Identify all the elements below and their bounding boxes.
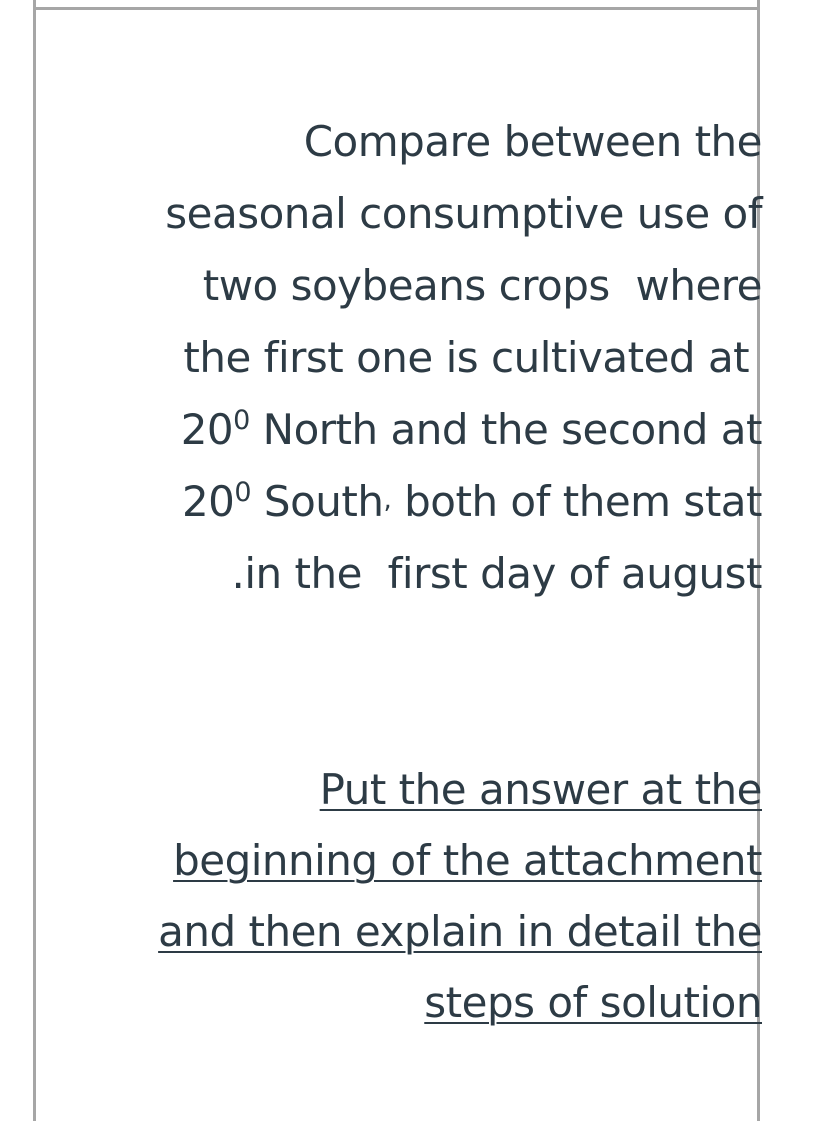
instruction-line-2: beginning of the attachment (173, 836, 762, 885)
latitude-south-value: 20 (181, 477, 235, 526)
instruction-text (142, 754, 762, 1038)
latitude-north-value: 20 (180, 405, 234, 454)
question-line-1: Compare between the (303, 117, 762, 166)
instruction-line-4: steps of solution (424, 978, 762, 1027)
degree-superscript: 0 (233, 405, 250, 436)
raised-comma: , (383, 485, 392, 515)
top-divider (36, 7, 757, 10)
degree-superscript: 0 (234, 477, 252, 508)
question-line-5 (142, 394, 762, 466)
instruction-line-1: Put the answer at the (319, 765, 762, 814)
question-line-6-rest: both of them stat (391, 477, 762, 526)
question-line-6 (142, 466, 762, 538)
question-line-3: two soybeans crops where (202, 261, 762, 310)
question-text (142, 106, 762, 610)
question-line-2: seasonal consumptive use of (165, 189, 762, 238)
question-line-5-rest: North and the second at (249, 405, 762, 454)
instruction-line-3: and then explain in detail the (158, 907, 762, 956)
question-line-6-south: South (251, 477, 384, 526)
question-line-7: .in the first day of august (231, 549, 762, 598)
question-line-4: the first one is cultivated at (183, 333, 762, 382)
